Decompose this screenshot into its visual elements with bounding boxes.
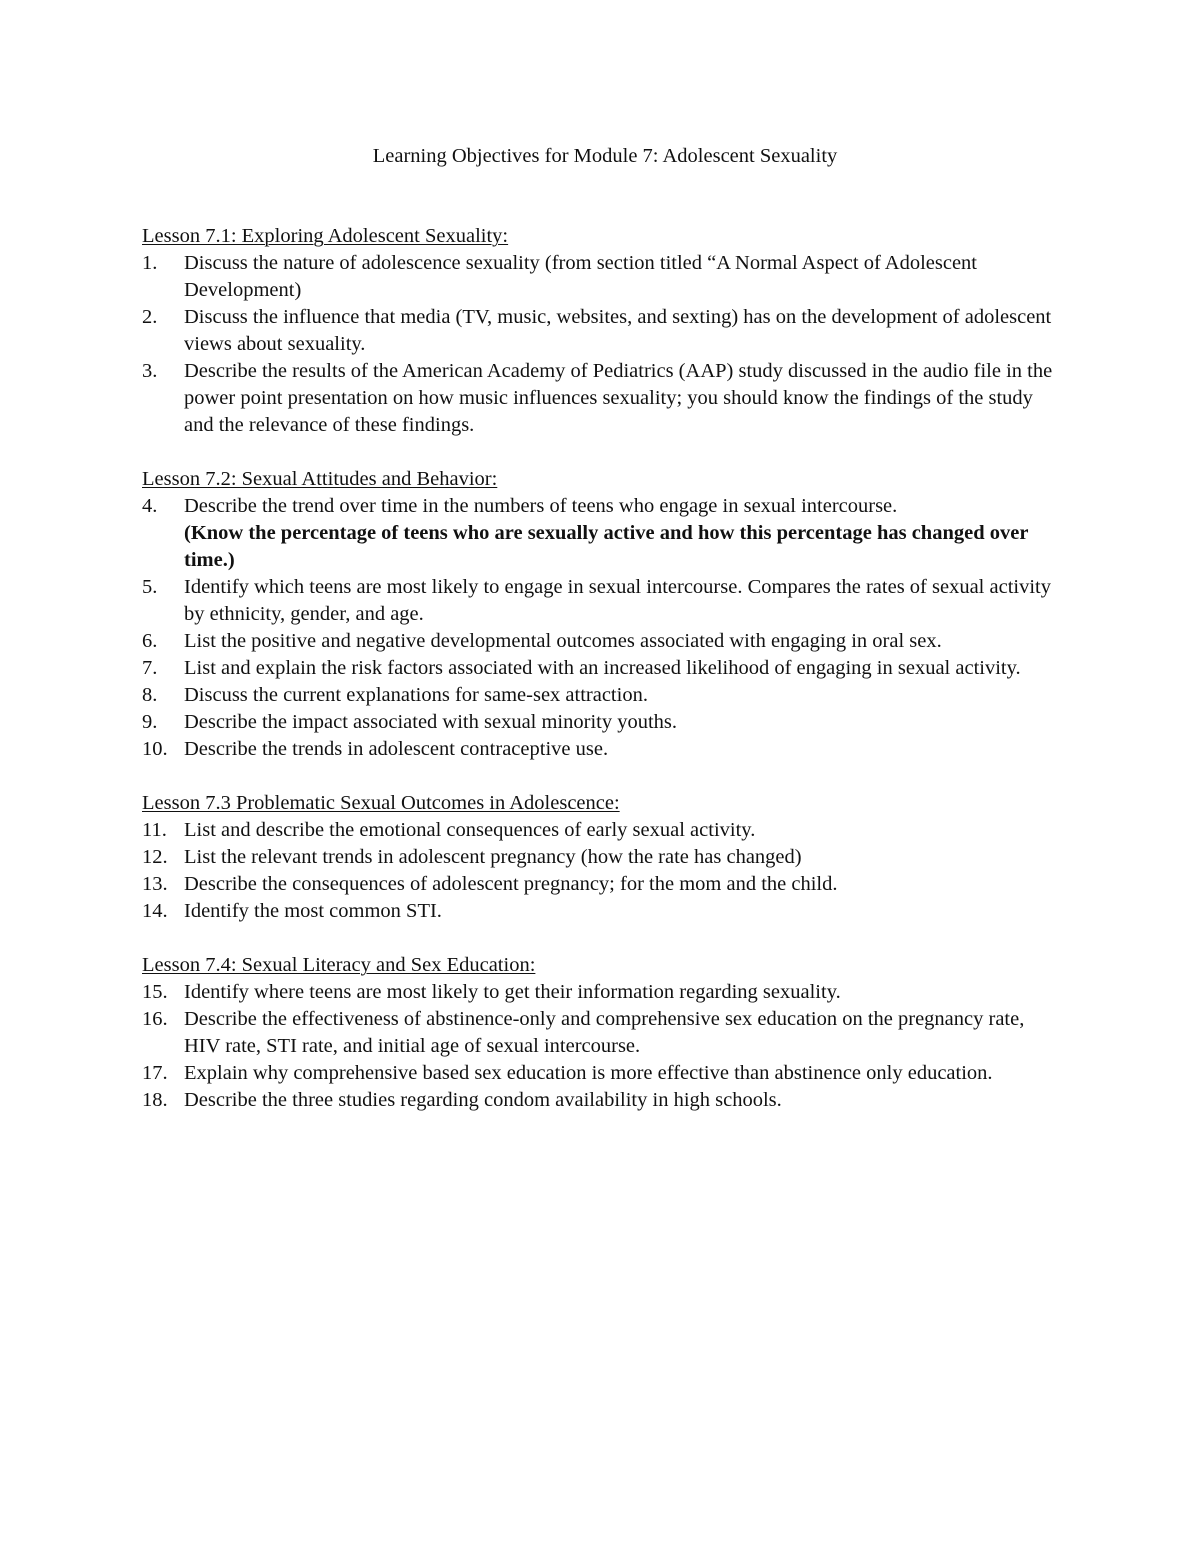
- objective-text: Describe the trend over time in the numbers of teens who engage in sexual intercourse.: [184, 495, 898, 517]
- objective-number: 15.: [142, 981, 168, 1003]
- objective-emphasis-note: (Know the percentage of teens who are sexually active and how this percentage has changed over time.): [184, 522, 1029, 571]
- objective-list: [142, 817, 1062, 925]
- objective-number: 17.: [142, 1062, 168, 1084]
- objective-item: [142, 304, 1062, 358]
- objective-item: [142, 1060, 1062, 1087]
- objective-number: 6.: [142, 630, 158, 652]
- objective-text: Discuss the current explanations for same-sex attraction.: [184, 684, 648, 706]
- objective-item: [142, 979, 1062, 1006]
- objective-number: 10.: [142, 738, 168, 760]
- lesson-heading: Lesson 7.1: Exploring Adolescent Sexuality:: [142, 225, 509, 247]
- document-page: [142, 143, 1062, 1141]
- objective-number: 5.: [142, 576, 158, 598]
- objective-item: [142, 250, 1062, 304]
- objective-text: Identify which teens are most likely to engage in sexual intercourse. Compares the rates of sexual activity by ethnicity, gender, and age.: [184, 576, 1051, 625]
- objective-text: Discuss the influence that media (TV, music, websites, and sexting) has on the development of adolescent views about sexuality.: [184, 306, 1052, 355]
- objective-item: [142, 817, 1062, 844]
- objective-text-wrapper: [184, 493, 1062, 574]
- lesson-heading: Lesson 7.3 Problematic Sexual Outcomes in Adolescence:: [142, 792, 620, 814]
- lesson-heading: Lesson 7.2: Sexual Attitudes and Behavior:: [142, 468, 498, 490]
- objective-number: 11.: [142, 819, 167, 841]
- objective-number: 13.: [142, 873, 168, 895]
- objective-text: Describe the consequences of adolescent pregnancy; for the mom and the child.: [184, 873, 838, 895]
- objective-text: Describe the results of the American Academy of Pediatrics (AAP) study discussed in the audio file in the power point presentation on how music influences sexuality; you should know the findings of the study and the relevance of these findings.: [184, 360, 1053, 436]
- objective-text: Describe the three studies regarding condom availability in high schools.: [184, 1089, 782, 1111]
- objective-item: [142, 736, 1062, 763]
- objective-item: [142, 844, 1062, 871]
- objective-text: Identify where teens are most likely to get their information regarding sexuality.: [184, 981, 841, 1003]
- objective-number: 9.: [142, 711, 158, 733]
- objective-list: [142, 979, 1062, 1114]
- objective-text: List the relevant trends in adolescent pregnancy (how the rate has changed): [184, 846, 802, 868]
- objective-item: [142, 628, 1062, 655]
- objective-number: 2.: [142, 306, 158, 328]
- lesson-section-7-2: [142, 466, 1062, 763]
- objective-text: Describe the trends in adolescent contraceptive use.: [184, 738, 609, 760]
- objective-number: 8.: [142, 684, 158, 706]
- lesson-section-7-4: [142, 952, 1062, 1114]
- objective-number: 16.: [142, 1008, 168, 1030]
- document-title: Learning Objectives for Module 7: Adolescent Sexuality: [372, 145, 838, 167]
- objective-list: [142, 250, 1062, 439]
- objective-text: Explain why comprehensive based sex education is more effective than abstinence only education.: [184, 1062, 993, 1084]
- objective-item: [142, 358, 1062, 439]
- objective-item: [142, 574, 1062, 628]
- objective-list: [142, 493, 1062, 763]
- objective-item: [142, 1006, 1062, 1060]
- objective-text: Describe the impact associated with sexual minority youths.: [184, 711, 678, 733]
- objective-text: Identify the most common STI.: [184, 900, 442, 922]
- objective-number: 14.: [142, 900, 168, 922]
- objective-number: 4.: [142, 495, 158, 517]
- lesson-heading: Lesson 7.4: Sexual Literacy and Sex Education:: [142, 954, 536, 976]
- objective-number: 18.: [142, 1089, 168, 1111]
- objective-number: 7.: [142, 657, 158, 679]
- objective-text: List and describe the emotional consequences of early sexual activity.: [184, 819, 756, 841]
- objective-item: [142, 1087, 1062, 1114]
- objective-number: 1.: [142, 252, 158, 274]
- objective-item: [142, 655, 1062, 682]
- lesson-section-7-3: [142, 790, 1062, 925]
- objective-text: List and explain the risk factors associated with an increased likelihood of engaging in sexual activity.: [184, 657, 1021, 679]
- objective-item: [142, 709, 1062, 736]
- objective-item: [142, 871, 1062, 898]
- objective-text: Discuss the nature of adolescence sexuality (from section titled “A Normal Aspect of Adolescent Development): [184, 252, 978, 301]
- objective-item: [142, 682, 1062, 709]
- objective-item: [142, 493, 1062, 574]
- objective-text: Describe the effectiveness of abstinence-only and comprehensive sex education on the pregnancy rate, HIV rate, STI rate, and initial age of sexual intercourse.: [184, 1008, 1025, 1057]
- lesson-section-7-1: [142, 223, 1062, 439]
- objective-item: [142, 898, 1062, 925]
- objective-text: List the positive and negative developmental outcomes associated with engaging in oral sex.: [184, 630, 942, 652]
- objective-number: 12.: [142, 846, 168, 868]
- objective-number: 3.: [142, 360, 158, 382]
